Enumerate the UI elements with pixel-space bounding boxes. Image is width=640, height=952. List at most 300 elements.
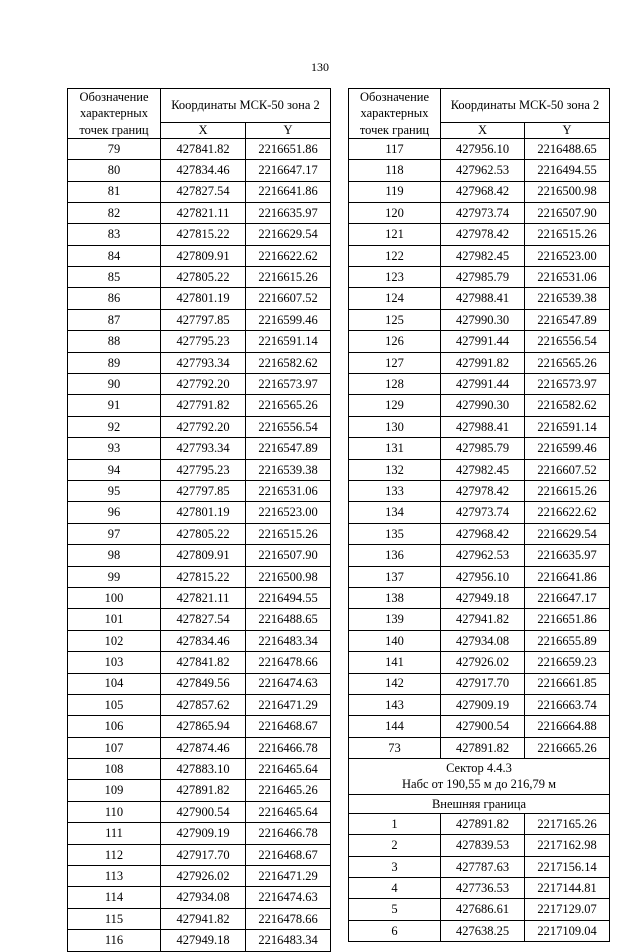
x-coordinate-cell: 427797.85	[161, 481, 246, 502]
table-row	[68, 481, 331, 502]
table-row	[68, 930, 331, 951]
coordinates-table-left	[67, 88, 331, 952]
y-coordinate-cell: 2216465.64	[246, 801, 331, 822]
x-coordinate-cell: 427809.91	[161, 245, 246, 266]
y-coordinate-cell: 2216488.65	[525, 138, 610, 159]
table-row	[68, 609, 331, 630]
point-id-cell: 135	[349, 523, 441, 544]
table-row	[349, 587, 610, 608]
y-coordinate-cell: 2216523.00	[525, 245, 610, 266]
point-id-cell: 136	[349, 545, 441, 566]
y-coordinate-cell: 2216641.86	[525, 566, 610, 587]
point-id-cell: 102	[68, 630, 161, 651]
x-coordinate-cell: 427978.42	[441, 224, 525, 245]
table-row	[68, 844, 331, 865]
point-id-cell: 139	[349, 609, 441, 630]
y-coordinate-cell: 2216523.00	[246, 502, 331, 523]
point-id-cell: 141	[349, 652, 441, 673]
y-coordinate-cell: 2216547.89	[525, 309, 610, 330]
table-row	[349, 374, 610, 395]
coordinates-header: Координаты МСК-50 зона 2	[441, 89, 610, 123]
x-coordinate-cell: 427934.08	[161, 887, 246, 908]
x-coordinate-cell: 427978.42	[441, 481, 525, 502]
y-coordinate-cell: 2216500.98	[246, 566, 331, 587]
y-coordinate-cell: 2216635.97	[525, 545, 610, 566]
y-coordinate-cell: 2216651.86	[525, 609, 610, 630]
x-coordinate-cell: 427787.63	[441, 856, 525, 877]
table-row	[349, 856, 610, 877]
y-coordinate-cell: 2216573.97	[525, 374, 610, 395]
y-coordinate-cell: 2216647.17	[525, 587, 610, 608]
point-id-cell: 119	[349, 181, 441, 202]
x-coordinate-cell: 427891.82	[441, 813, 525, 834]
point-id-cell: 113	[68, 866, 161, 887]
x-coordinate-cell: 427809.91	[161, 545, 246, 566]
table-row	[68, 887, 331, 908]
point-id-cell: 124	[349, 288, 441, 309]
x-coordinate-cell: 427841.82	[161, 652, 246, 673]
point-id-cell: 88	[68, 331, 161, 352]
table-row	[349, 438, 610, 459]
y-coordinate-cell: 2216465.26	[246, 780, 331, 801]
x-header: X	[441, 122, 525, 138]
table-row	[68, 395, 331, 416]
table-row	[68, 823, 331, 844]
point-id-cell: 126	[349, 331, 441, 352]
point-id-cell: 120	[349, 202, 441, 223]
point-id-cell: 144	[349, 716, 441, 737]
y-header: Y	[525, 122, 610, 138]
x-coordinate-cell: 427990.30	[441, 309, 525, 330]
x-coordinate-cell: 427991.82	[441, 352, 525, 373]
y-coordinate-cell: 2216466.78	[246, 823, 331, 844]
table-row	[68, 309, 331, 330]
point-id-cell: 112	[68, 844, 161, 865]
x-coordinate-cell: 427909.19	[161, 823, 246, 844]
x-coordinate-cell: 427949.18	[441, 587, 525, 608]
x-coordinate-cell: 427982.45	[441, 459, 525, 480]
y-coordinate-cell: 2216494.55	[246, 587, 331, 608]
x-coordinate-cell: 427990.30	[441, 395, 525, 416]
x-coordinate-cell: 427827.54	[161, 609, 246, 630]
table-row	[68, 438, 331, 459]
y-coordinate-cell: 2216494.55	[525, 160, 610, 181]
y-coordinate-cell: 2216629.54	[525, 523, 610, 544]
x-coordinate-cell: 427839.53	[441, 835, 525, 856]
x-coordinate-cell: 427985.79	[441, 267, 525, 288]
point-id-cell: 97	[68, 523, 161, 544]
point-id-cell: 132	[349, 459, 441, 480]
table-row	[349, 416, 610, 437]
point-designation-header: Обозначение характерных точек границ	[68, 89, 161, 139]
table-row	[349, 352, 610, 373]
point-id-cell: 138	[349, 587, 441, 608]
point-id-cell: 134	[349, 502, 441, 523]
table-row	[349, 673, 610, 694]
point-id-cell: 3	[349, 856, 441, 877]
x-coordinate-cell: 427834.46	[161, 160, 246, 181]
x-coordinate-cell: 427795.23	[161, 331, 246, 352]
table-row	[349, 138, 610, 159]
point-id-cell: 96	[68, 502, 161, 523]
x-coordinate-cell: 427805.22	[161, 523, 246, 544]
table-row	[68, 780, 331, 801]
x-coordinate-cell: 427949.18	[161, 930, 246, 951]
point-id-cell: 83	[68, 224, 161, 245]
y-coordinate-cell: 2216507.90	[246, 545, 331, 566]
y-coordinate-cell: 2216651.86	[246, 138, 331, 159]
table-row	[349, 331, 610, 352]
y-coordinate-cell: 2216635.97	[246, 202, 331, 223]
x-coordinate-cell: 427805.22	[161, 267, 246, 288]
point-id-cell: 131	[349, 438, 441, 459]
table-row	[68, 801, 331, 822]
y-coordinate-cell: 2216615.26	[525, 481, 610, 502]
table-row	[68, 545, 331, 566]
table-row	[349, 267, 610, 288]
point-id-cell: 94	[68, 459, 161, 480]
table-row	[68, 459, 331, 480]
y-coordinate-cell: 2216664.88	[525, 716, 610, 737]
table-row	[68, 160, 331, 181]
point-id-cell: 82	[68, 202, 161, 223]
y-coordinate-cell: 2216607.52	[246, 288, 331, 309]
table-row	[68, 694, 331, 715]
y-coordinate-cell: 2216478.66	[246, 652, 331, 673]
y-coordinate-cell: 2216466.78	[246, 737, 331, 758]
point-id-cell: 6	[349, 920, 441, 941]
coordinates-table-right	[348, 88, 610, 942]
x-coordinate-cell: 427638.25	[441, 920, 525, 941]
table-row	[349, 245, 610, 266]
y-coordinate-cell: 2217144.81	[525, 878, 610, 899]
x-coordinate-cell: 427815.22	[161, 224, 246, 245]
x-coordinate-cell: 427891.82	[441, 737, 525, 758]
point-id-cell: 127	[349, 352, 441, 373]
y-coordinate-cell: 2216483.34	[246, 930, 331, 951]
x-coordinate-cell: 427801.19	[161, 288, 246, 309]
point-id-cell: 122	[349, 245, 441, 266]
y-coordinate-cell: 2216607.52	[525, 459, 610, 480]
x-coordinate-cell: 427686.61	[441, 899, 525, 920]
y-coordinate-cell: 2216622.62	[246, 245, 331, 266]
x-coordinate-cell: 427841.82	[161, 138, 246, 159]
y-coordinate-cell: 2216615.26	[246, 267, 331, 288]
table-row	[349, 716, 610, 737]
table-row	[68, 331, 331, 352]
table-row	[68, 138, 331, 159]
y-coordinate-cell: 2217156.14	[525, 856, 610, 877]
point-id-cell: 100	[68, 587, 161, 608]
y-coordinate-cell: 2216591.14	[525, 416, 610, 437]
left-table-body	[68, 138, 331, 951]
y-coordinate-cell: 2216547.89	[246, 438, 331, 459]
x-coordinate-cell: 427797.85	[161, 309, 246, 330]
point-id-cell: 140	[349, 630, 441, 651]
x-coordinate-cell: 427982.45	[441, 245, 525, 266]
y-coordinate-cell: 2216641.86	[246, 181, 331, 202]
boundary-title: Внешняя граница	[349, 794, 610, 813]
y-coordinate-cell: 2216471.29	[246, 866, 331, 887]
point-id-cell: 118	[349, 160, 441, 181]
y-coordinate-cell: 2216599.46	[246, 309, 331, 330]
table-row	[349, 609, 610, 630]
point-id-cell: 104	[68, 673, 161, 694]
point-id-cell: 129	[349, 395, 441, 416]
y-coordinate-cell: 2217129.07	[525, 899, 610, 920]
y-coordinate-cell: 2216515.26	[525, 224, 610, 245]
table-row	[68, 908, 331, 929]
table-row	[68, 245, 331, 266]
point-id-cell: 98	[68, 545, 161, 566]
table-row	[349, 181, 610, 202]
table-row	[68, 502, 331, 523]
sector-subtitle: Набс от 190,55 м до 216,79 м	[402, 777, 556, 792]
x-coordinate-cell: 427874.46	[161, 737, 246, 758]
x-coordinate-cell: 427962.53	[441, 160, 525, 181]
table-row	[68, 202, 331, 223]
y-coordinate-cell: 2216573.97	[246, 374, 331, 395]
table-row	[68, 566, 331, 587]
table-row	[68, 288, 331, 309]
x-coordinate-cell: 427793.34	[161, 438, 246, 459]
table-row	[349, 502, 610, 523]
point-id-cell: 106	[68, 716, 161, 737]
point-id-cell: 103	[68, 652, 161, 673]
y-header: Y	[246, 122, 331, 138]
point-id-cell: 92	[68, 416, 161, 437]
point-id-cell: 101	[68, 609, 161, 630]
point-id-cell: 123	[349, 267, 441, 288]
table-row	[68, 181, 331, 202]
x-coordinate-cell: 427821.11	[161, 202, 246, 223]
table-row	[68, 416, 331, 437]
x-coordinate-cell: 427956.10	[441, 566, 525, 587]
y-coordinate-cell: 2216515.26	[246, 523, 331, 544]
x-coordinate-cell: 427991.44	[441, 374, 525, 395]
x-coordinate-cell: 427988.41	[441, 288, 525, 309]
y-coordinate-cell: 2216507.90	[525, 202, 610, 223]
y-coordinate-cell: 2216465.64	[246, 759, 331, 780]
y-coordinate-cell: 2216565.26	[246, 395, 331, 416]
x-coordinate-cell: 427941.82	[441, 609, 525, 630]
y-coordinate-cell: 2216622.62	[525, 502, 610, 523]
sector-title: Сектор 4.4.3	[446, 761, 512, 776]
point-id-cell: 93	[68, 438, 161, 459]
y-coordinate-cell: 2216629.54	[246, 224, 331, 245]
table-row	[349, 694, 610, 715]
table-row	[68, 523, 331, 544]
x-coordinate-cell: 427883.10	[161, 759, 246, 780]
y-coordinate-cell: 2216474.63	[246, 673, 331, 694]
table-row	[349, 202, 610, 223]
y-coordinate-cell: 2216556.54	[246, 416, 331, 437]
point-id-cell: 99	[68, 566, 161, 587]
point-id-cell: 81	[68, 181, 161, 202]
y-coordinate-cell: 2216565.26	[525, 352, 610, 373]
x-coordinate-cell: 427926.02	[161, 866, 246, 887]
point-id-cell: 85	[68, 267, 161, 288]
x-coordinate-cell: 427917.70	[441, 673, 525, 694]
point-id-cell: 117	[349, 138, 441, 159]
x-coordinate-cell: 427834.46	[161, 630, 246, 651]
point-id-cell: 133	[349, 481, 441, 502]
x-coordinate-cell: 427900.54	[441, 716, 525, 737]
x-coordinate-cell: 427792.20	[161, 416, 246, 437]
table-row	[68, 759, 331, 780]
table-row	[349, 835, 610, 856]
table-row	[349, 523, 610, 544]
table-row	[68, 737, 331, 758]
x-coordinate-cell: 427909.19	[441, 694, 525, 715]
point-id-cell: 73	[349, 737, 441, 758]
x-coordinate-cell: 427791.82	[161, 395, 246, 416]
point-id-cell: 89	[68, 352, 161, 373]
point-id-cell: 91	[68, 395, 161, 416]
point-id-cell: 107	[68, 737, 161, 758]
table-row	[68, 652, 331, 673]
point-id-cell: 86	[68, 288, 161, 309]
y-coordinate-cell: 2216478.66	[246, 908, 331, 929]
table-row	[349, 545, 610, 566]
sector-heading	[349, 759, 610, 795]
table-row	[349, 160, 610, 181]
y-coordinate-cell: 2216488.65	[246, 609, 331, 630]
x-coordinate-cell: 427857.62	[161, 694, 246, 715]
y-coordinate-cell: 2216556.54	[525, 331, 610, 352]
table-row	[349, 481, 610, 502]
point-id-cell: 111	[68, 823, 161, 844]
point-id-cell: 84	[68, 245, 161, 266]
x-coordinate-cell: 427827.54	[161, 181, 246, 202]
point-id-cell: 1	[349, 813, 441, 834]
point-id-cell: 95	[68, 481, 161, 502]
x-coordinate-cell: 427793.34	[161, 352, 246, 373]
table-row	[349, 899, 610, 920]
table-row	[349, 630, 610, 651]
y-coordinate-cell: 2216659.23	[525, 652, 610, 673]
point-id-cell: 90	[68, 374, 161, 395]
x-coordinate-cell: 427795.23	[161, 459, 246, 480]
point-id-cell: 5	[349, 899, 441, 920]
table-row	[68, 374, 331, 395]
table-row	[68, 866, 331, 887]
y-coordinate-cell: 2216474.63	[246, 887, 331, 908]
table-row	[68, 673, 331, 694]
table-row	[68, 716, 331, 737]
y-coordinate-cell: 2216599.46	[525, 438, 610, 459]
table-row	[349, 459, 610, 480]
y-coordinate-cell: 2216655.89	[525, 630, 610, 651]
y-coordinate-cell: 2216531.06	[525, 267, 610, 288]
x-coordinate-cell: 427926.02	[441, 652, 525, 673]
x-coordinate-cell: 427900.54	[161, 801, 246, 822]
table-row	[349, 566, 610, 587]
point-id-cell: 142	[349, 673, 441, 694]
y-coordinate-cell: 2217109.04	[525, 920, 610, 941]
table-row	[68, 587, 331, 608]
x-coordinate-cell: 427736.53	[441, 878, 525, 899]
x-header: X	[161, 122, 246, 138]
x-coordinate-cell: 427956.10	[441, 138, 525, 159]
point-id-cell: 114	[68, 887, 161, 908]
point-id-cell: 130	[349, 416, 441, 437]
point-id-cell: 128	[349, 374, 441, 395]
y-coordinate-cell: 2216665.26	[525, 737, 610, 758]
table-row	[349, 224, 610, 245]
table-row	[349, 395, 610, 416]
x-coordinate-cell: 427917.70	[161, 844, 246, 865]
x-coordinate-cell: 427988.41	[441, 416, 525, 437]
page-number: 130	[311, 60, 329, 74]
point-id-cell: 121	[349, 224, 441, 245]
x-coordinate-cell: 427821.11	[161, 587, 246, 608]
y-coordinate-cell: 2216468.67	[246, 716, 331, 737]
point-id-cell: 125	[349, 309, 441, 330]
point-id-cell: 105	[68, 694, 161, 715]
y-coordinate-cell: 2217162.98	[525, 835, 610, 856]
table-row	[349, 813, 610, 834]
point-id-cell: 143	[349, 694, 441, 715]
x-coordinate-cell: 427815.22	[161, 566, 246, 587]
table-row	[349, 309, 610, 330]
x-coordinate-cell: 427849.56	[161, 673, 246, 694]
point-id-cell: 109	[68, 780, 161, 801]
y-coordinate-cell: 2216582.62	[246, 352, 331, 373]
x-coordinate-cell: 427985.79	[441, 438, 525, 459]
sector-block	[349, 759, 610, 814]
table-row	[349, 920, 610, 941]
x-coordinate-cell: 427973.74	[441, 502, 525, 523]
x-coordinate-cell: 427962.53	[441, 545, 525, 566]
point-id-cell: 108	[68, 759, 161, 780]
table-row	[68, 224, 331, 245]
x-coordinate-cell: 427941.82	[161, 908, 246, 929]
point-id-cell: 4	[349, 878, 441, 899]
point-id-cell: 79	[68, 138, 161, 159]
y-coordinate-cell: 2216471.29	[246, 694, 331, 715]
y-coordinate-cell: 2216539.38	[246, 459, 331, 480]
point-id-cell: 110	[68, 801, 161, 822]
table-row	[68, 267, 331, 288]
y-coordinate-cell: 2216591.14	[246, 331, 331, 352]
table-row	[349, 737, 610, 758]
point-id-cell: 87	[68, 309, 161, 330]
table-row	[68, 630, 331, 651]
x-coordinate-cell: 427934.08	[441, 630, 525, 651]
y-coordinate-cell: 2216539.38	[525, 288, 610, 309]
x-coordinate-cell: 427968.42	[441, 523, 525, 544]
table-row	[349, 288, 610, 309]
x-coordinate-cell: 427865.94	[161, 716, 246, 737]
x-coordinate-cell: 427801.19	[161, 502, 246, 523]
point-designation-header: Обозначение характерных точек границ	[349, 89, 441, 139]
x-coordinate-cell: 427973.74	[441, 202, 525, 223]
y-coordinate-cell: 2216531.06	[246, 481, 331, 502]
boundary-table-body	[349, 813, 610, 941]
y-coordinate-cell: 2216647.17	[246, 160, 331, 181]
y-coordinate-cell: 2216663.74	[525, 694, 610, 715]
x-coordinate-cell: 427991.44	[441, 331, 525, 352]
y-coordinate-cell: 2216582.62	[525, 395, 610, 416]
point-id-cell: 137	[349, 566, 441, 587]
point-id-cell: 116	[68, 930, 161, 951]
x-coordinate-cell: 427792.20	[161, 374, 246, 395]
x-coordinate-cell: 427891.82	[161, 780, 246, 801]
coordinates-header: Координаты МСК-50 зона 2	[161, 89, 331, 123]
table-row	[349, 878, 610, 899]
table-row	[349, 652, 610, 673]
